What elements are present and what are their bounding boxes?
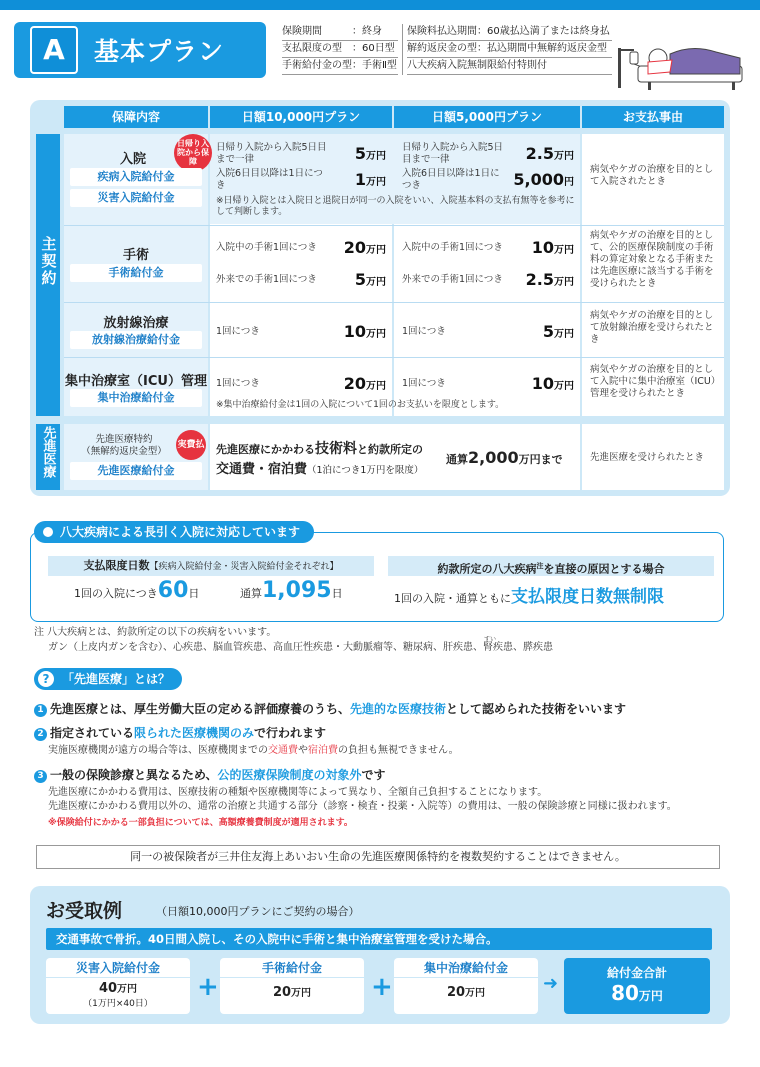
nyuin-10000-desc-2: 入院6日目以降は1日につき	[216, 168, 323, 191]
side-label-main	[36, 134, 60, 416]
bullet-dot-icon	[43, 527, 53, 537]
spec-value: ：払込期間中無解約返戻金型	[477, 43, 607, 54]
point-2	[34, 724, 326, 741]
amount-value: 20	[272, 985, 292, 1000]
amount-unit: 万円	[366, 277, 386, 288]
top-accent-bar	[0, 0, 760, 10]
spec-value: ：終身	[352, 26, 382, 37]
point-1a: 先進医療とは、厚生労働大臣の定める評価療養のうち、	[50, 702, 351, 716]
example-card-surgery	[220, 958, 364, 1014]
unlimited-days	[394, 582, 664, 607]
limit-per-admission-unit: 日	[188, 587, 200, 600]
th-plan-5000: 日額5,000円プラン	[394, 106, 580, 128]
point-1c: として認められた技術をいいます	[446, 702, 627, 716]
number-2-icon: 2	[34, 728, 47, 741]
amount-value: 5	[542, 322, 554, 341]
actual-cost-badge: 実費払	[176, 430, 206, 460]
spec-value: ：60日型	[352, 43, 395, 54]
shujutsu-10000-amount-2	[320, 270, 386, 289]
eight-disease-header	[388, 556, 714, 576]
shujutsu-5000-amount-2	[500, 270, 574, 289]
point-2a: 指定されている	[50, 726, 135, 740]
shujutsu-pay-reason: 病気やケガの治療を目的として、公的医療保険制度の手術料の算定対象となる手術または先進医療に該当する手術を受けられたとき	[590, 230, 714, 289]
eight-disease-pill-text: 八大疾病による長引く入院に対応しています	[60, 525, 301, 539]
eight-disease-box	[30, 532, 724, 622]
spec-value: ：60歳払込満了または終身払	[477, 26, 610, 37]
nyuin-5000-amount-2	[490, 170, 574, 189]
total-amount	[564, 981, 710, 1005]
spec-list-left	[282, 24, 398, 75]
example-card-name: 災害入院給付金	[46, 958, 190, 978]
point-3	[34, 766, 386, 783]
senshin-total	[446, 448, 563, 467]
limit-total-unit: 日	[331, 587, 343, 600]
amount-value: 2.5	[525, 144, 554, 163]
point-1b: 先進的な医療技術	[350, 702, 447, 716]
eight-disease-header-b: を直接の原因とする場合	[543, 562, 665, 576]
amount-unit: 万円	[638, 989, 663, 1003]
senshin-question-pill	[34, 668, 182, 690]
day-admission-badge: 日帰り入院から保障	[174, 134, 212, 172]
point-3-sub-2: 先進医療にかかわる費用以外の、通常の治療と共通する部分（診察・検査・投薬・入院等）の費用は、一般の保険診療と同様に扱われます。	[48, 801, 677, 812]
senshin-line1	[216, 438, 423, 458]
example-card-calc: （1万円×40日）	[83, 999, 153, 1009]
amount-value: 5,000	[513, 170, 564, 189]
shujutsu-label: 手術	[122, 248, 149, 263]
eight-disease-note: 注 八大疾病とは、約款所定の以下の疾病をいいます。	[34, 627, 277, 638]
number-3-icon: 3	[34, 770, 47, 783]
nyuin-10000-amount-2	[320, 170, 386, 189]
point-3-sub-1: 先進医療にかかわる費用は、医療技術の種類や医療機関等によって異なり、全額自己負担することになります。	[48, 787, 548, 798]
amount-value: 2.5	[525, 270, 554, 289]
amount-value: 20	[343, 374, 366, 393]
amount-unit: 万円	[554, 381, 574, 392]
nyuin-label: 入院	[119, 152, 146, 167]
icu-10000-desc: 1回につき	[216, 378, 260, 389]
plus-icon: +	[197, 972, 219, 1002]
point-2-sub-c: や	[298, 745, 308, 756]
number-1-icon: 1	[34, 704, 47, 717]
eight-disease-list: ガン（上皮内ガンを含む）、心疾患、脳血管疾患、高血圧性疾患・大動脈瘤等、糖尿病、肝疾患、腎疾患、膵疾患	[48, 642, 553, 653]
shujutsu-5000-desc-1: 入院中の手術1回につき	[402, 242, 503, 253]
hoshasen-pay-reason: 病気やケガの治療を目的として放射線治療を受けられたとき	[590, 310, 714, 345]
icu-label: 集中治療室（ICU）管理	[65, 374, 207, 389]
th-plan-10000: 日額10,000円プラン	[210, 106, 392, 128]
amount-value: 1	[354, 170, 366, 189]
icu-5000-amount	[500, 374, 574, 393]
senshin-total-amount: 2,000	[468, 448, 519, 467]
eight-disease-pill	[34, 521, 314, 543]
unlimited-days-value: 支払限度日数無制限	[511, 587, 664, 607]
senshin-line2b: （1泊につき1万円を限度）	[307, 465, 424, 476]
question-icon: ?	[38, 671, 54, 687]
spec-label: 支払限度の型	[282, 43, 342, 54]
ruby-sui: すい	[484, 636, 497, 643]
senshin-rider-name	[72, 434, 176, 458]
row-divider	[64, 225, 724, 226]
amount-unit: 万円	[366, 329, 386, 340]
eight-disease-header-a: 約款所定の八大疾病	[437, 562, 537, 576]
amount-value: 10	[531, 374, 554, 393]
senshin-line1c: と約款所定の	[357, 443, 423, 456]
arrow-right-icon: ➜	[543, 973, 559, 994]
tag-surgery: 手術給付金	[70, 264, 202, 282]
limit-days-header	[48, 556, 374, 576]
limit-days-title: 支払限度日数	[83, 559, 150, 572]
th-coverage: 保障内容	[64, 106, 208, 128]
hoshasen-5000-desc: 1回につき	[402, 326, 446, 337]
senshin-rider-line2: （無解約返戻金型）	[81, 446, 167, 457]
example-scenario: 交通事故で骨折。40日間入院し、その入院中に手術と集中治療室管理を受けた場合。	[46, 928, 712, 950]
nyuin-5000-desc-2: 入院6日目以降は1日につき	[402, 168, 500, 191]
amount-unit: 万円	[554, 151, 574, 162]
row-divider	[64, 357, 724, 358]
amount-unit: 万円	[366, 245, 386, 256]
spec-label: 保険料払込期間	[407, 26, 477, 37]
limit-per-admission-text: 1回の入院につき	[74, 587, 158, 600]
row-divider	[64, 302, 724, 303]
example-total	[564, 958, 710, 1014]
nyuin-5000-desc-1: 日帰り入院から入院5日目まで一律	[402, 142, 504, 165]
multiple-contract-note: 同一の被保険者が三井住友海上あいおい生命の先進医療関係特約を複数契約することはできません。	[36, 845, 720, 869]
example-subtitle: （日額10,000円プランにご契約の場合）	[156, 905, 360, 918]
amount-value: 80	[611, 981, 639, 1005]
icu-10000-amount	[320, 374, 386, 393]
spec-value: ：手術Ⅱ型	[352, 60, 397, 71]
unlimited-days-text: 1回の入院・通算ともに	[394, 592, 511, 605]
nyuin-10000-amount-1	[320, 144, 386, 163]
amount-unit: 万円	[366, 177, 386, 188]
side-label-senshin-text: 先進医療	[40, 426, 56, 478]
shujutsu-10000-desc-2: 外来での手術1回につき	[216, 274, 317, 285]
senshin-line1a: 先進医療にかかわる	[216, 443, 315, 456]
example-card-amount	[220, 984, 364, 1000]
amount-unit: 万円	[117, 984, 138, 995]
icu-note: ※集中治療給付金は1回の入院について1回のお支払いを限度とします。	[216, 400, 505, 410]
example-card-injury	[46, 958, 190, 1014]
point-2-sub	[48, 744, 459, 758]
amount-unit: 万円	[366, 381, 386, 392]
point-2-sub-a: 実施医療機関が遠方の場合等は、医療機関までの	[48, 745, 268, 756]
total-label: 給付金合計	[606, 966, 667, 980]
senshin-total-unit: 万円まで	[518, 453, 563, 466]
amount-unit: 万円	[291, 988, 312, 999]
side-label-main-text: 主契約	[39, 236, 58, 287]
point-1	[34, 700, 626, 717]
shujutsu-10000-amount-1	[320, 238, 386, 257]
point-3-sub-3: ※保険給付にかかる一部負担については、高額療養費制度が適用されます。	[48, 818, 353, 828]
tag-injury-admission: 災害入院給付金	[70, 189, 202, 207]
point-3a: 一般の保険診療と異なるため、	[50, 768, 218, 782]
spec-label: 解約返戻金の型	[407, 43, 477, 54]
hoshasen-label: 放射線治療	[103, 316, 169, 331]
limit-per-admission-days: 60	[157, 578, 189, 603]
spec-list-right	[402, 24, 612, 75]
amount-unit: 万円	[554, 245, 574, 256]
amount-value: 10	[343, 322, 366, 341]
spec-label: 手術給付金の型	[282, 60, 352, 71]
plus-icon: +	[371, 972, 393, 1002]
nyuin-5000-amount-1	[490, 144, 574, 163]
tag-sickness-admission: 疾病入院給付金	[70, 168, 202, 186]
limit-per-admission	[74, 578, 199, 603]
example-card-amount	[394, 984, 538, 1000]
senshin-line2a: 交通費・宿泊費	[216, 462, 308, 477]
example-card-name: 集中治療給付金	[394, 958, 538, 978]
amount-unit: 円	[564, 177, 574, 188]
amount-unit: 万円	[465, 988, 486, 999]
senshin-total-pre: 通算	[446, 453, 468, 466]
point-2-sub-e: の負担も無視できません。	[338, 745, 459, 756]
senshin-question-text: 「先進医療」とは？	[62, 672, 171, 686]
point-3b: 公的医療保険制度の対象外	[217, 768, 362, 782]
plan-badge: A	[30, 26, 78, 74]
example-card-icu	[394, 958, 538, 1014]
shujutsu-5000-amount-1	[500, 238, 574, 257]
icu-pay-reason: 病気やケガの治療を目的として入院中に集中治療室（ICU）管理を受けられたとき	[590, 364, 716, 399]
spec-label: 保険期間	[282, 26, 322, 37]
limit-total-text: 通算	[240, 587, 262, 600]
point-2-sub-b: 交通費	[268, 745, 298, 756]
icu-5000-desc: 1回につき	[402, 378, 446, 389]
senshin-line1b: 技術料	[315, 441, 357, 457]
amount-value: 5	[354, 144, 366, 163]
spec-label: 八大疾病入院無制限給付特則付	[407, 60, 547, 71]
point-2b: 限られた医療機関のみ	[134, 726, 255, 740]
amount-value: 5	[354, 270, 366, 289]
example-card-amount	[46, 980, 190, 996]
senshin-line2	[216, 458, 423, 477]
senshin-rider-line1: 先進医療特約	[95, 434, 153, 445]
tag-icu: 集中治療給付金	[70, 389, 202, 407]
point-3c: です	[361, 768, 386, 782]
amount-value: 10	[531, 238, 554, 257]
hoshasen-10000-amount	[320, 322, 386, 341]
amount-value: 20	[446, 985, 466, 1000]
point-2c: で行われます	[254, 726, 327, 740]
hoshasen-10000-desc: 1回につき	[216, 326, 260, 337]
amount-unit: 万円	[554, 329, 574, 340]
th-payment-reason: お支払事由	[582, 106, 724, 128]
eight-disease-note-mark: 注	[536, 562, 544, 570]
hospital-bed-illustration	[612, 18, 748, 92]
tag-radiation: 放射線治療給付金	[70, 331, 202, 349]
shujutsu-10000-desc-1: 入院中の手術1回につき	[216, 242, 317, 253]
side-label-senshin	[36, 424, 60, 490]
example-card-name: 手術給付金	[220, 958, 364, 978]
limit-total-days: 1,095	[262, 578, 332, 603]
tag-senshin: 先進医療給付金	[70, 462, 202, 480]
shujutsu-5000-desc-2: 外来での手術1回につき	[402, 274, 503, 285]
amount-value: 20	[343, 238, 366, 257]
plan-title: 基本プラン	[94, 37, 225, 66]
amount-value: 40	[98, 981, 118, 996]
limit-total	[240, 578, 343, 603]
limit-days-sub: 【疾病入院給付金・災害入院給付金それぞれ】	[149, 562, 339, 572]
nyuin-10000-desc-1: 日帰り入院から入院5日目まで一律	[216, 142, 327, 165]
hoshasen-5000-amount	[500, 322, 574, 341]
example-title: お受取例	[46, 900, 123, 922]
amount-unit: 万円	[554, 277, 574, 288]
point-2-sub-d: 宿泊費	[308, 745, 338, 756]
amount-unit: 万円	[366, 151, 386, 162]
nyuin-note: ※日帰り入院とは入院日と退院日が同一の入院をいい、入院基本料の支払有無等を参考にして判断します。	[216, 196, 575, 217]
nyuin-pay-reason: 病気やケガの治療を目的として入院されたとき	[590, 164, 714, 187]
senshin-pay-reason: 先進医療を受けられたとき	[590, 452, 705, 463]
